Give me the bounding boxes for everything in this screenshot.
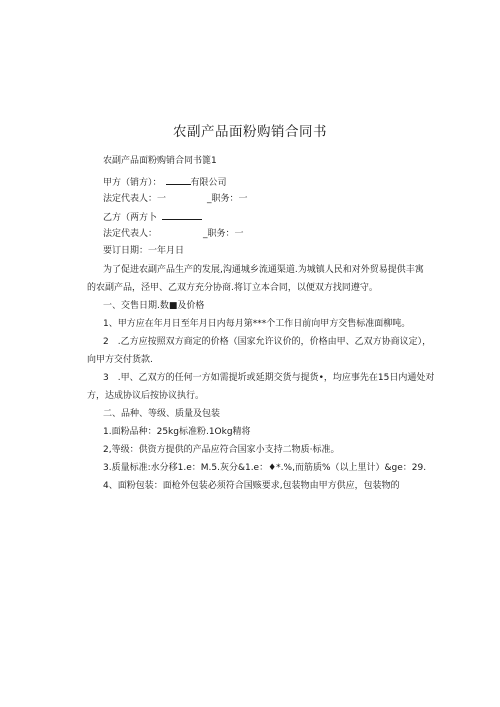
party-b-label: 乙方（两方卜 — [103, 213, 158, 223]
clause-1-2-line-2: 向甲方交付货款. — [87, 355, 153, 365]
party-b-line — [103, 210, 202, 224]
intro-paragraph-line-1: 为了促进农副产品生产的发展,沟通城乡流通渠道.为城镇人民和对外贸易提供丰寓 — [103, 265, 424, 275]
rep-a-title: _职务：一 — [207, 194, 248, 204]
clause-1-1: 1、甲方应在年月日至年月日内每月第***个工作日前向甲方交售标准面柳吨。 — [103, 319, 411, 329]
clause-2-1: 1.面粉品种：25kg标准粉.1Okg精将 — [103, 427, 251, 437]
document-subtitle: 农副产品面粉购销合同书篦1 — [103, 156, 217, 166]
section-1-heading: 一、交售日期.数■及价格 — [103, 301, 205, 311]
party-a-label: 甲方（销方）： — [103, 178, 162, 188]
clause-2-4: 4、面粉包装：面枪外包装必须符合国赅要求,包装物由甲方供应，包装物的 — [103, 481, 400, 491]
party-a-suffix: 有限公司 — [190, 178, 227, 188]
rep-b-line — [103, 228, 244, 240]
intro-paragraph-line-2: 的农副产品，泾甲、乙双方充分协商.将订立本合同，以便双方找同遵守。 — [87, 283, 378, 293]
document-title: 农副产品面粉购销合同书 — [173, 124, 327, 140]
clause-1-3-line-1: 3 .甲、乙双方的任何一方如需提圻或延期交货与提货•，均应事先在15日内通处对 — [103, 373, 435, 383]
rep-b-title: _职务：一 — [203, 229, 244, 239]
section-2-heading: 二、品种、等级、质量及包装 — [103, 409, 221, 419]
party-a-blank — [166, 175, 191, 185]
clause-1-2-line-1: 2 .乙方应按照双方商定的价格（国家允许议价的，价格由甲、乙双方协商议定）， — [103, 337, 432, 347]
rep-b-label: 法定代表人： — [103, 229, 158, 239]
party-b-blank — [162, 210, 202, 220]
clause-2-3: 3.质量标准:水分移1.e：M.5.灰分&1.e：♦*.%,而筋质%（以上里计）&ge：29. — [103, 463, 427, 473]
rep-a-line — [103, 193, 248, 205]
party-a-line — [103, 175, 227, 189]
sign-date: 要订日期：一年月日 — [103, 246, 185, 256]
clause-2-2: 2,等级：供资方提供的产品应符合国家小支持二物质·标准。 — [103, 445, 340, 455]
clause-1-3-line-2: 方，达成协议后按协议执行。 — [87, 391, 205, 401]
rep-a-label: 法定代表人：一 — [103, 194, 167, 204]
